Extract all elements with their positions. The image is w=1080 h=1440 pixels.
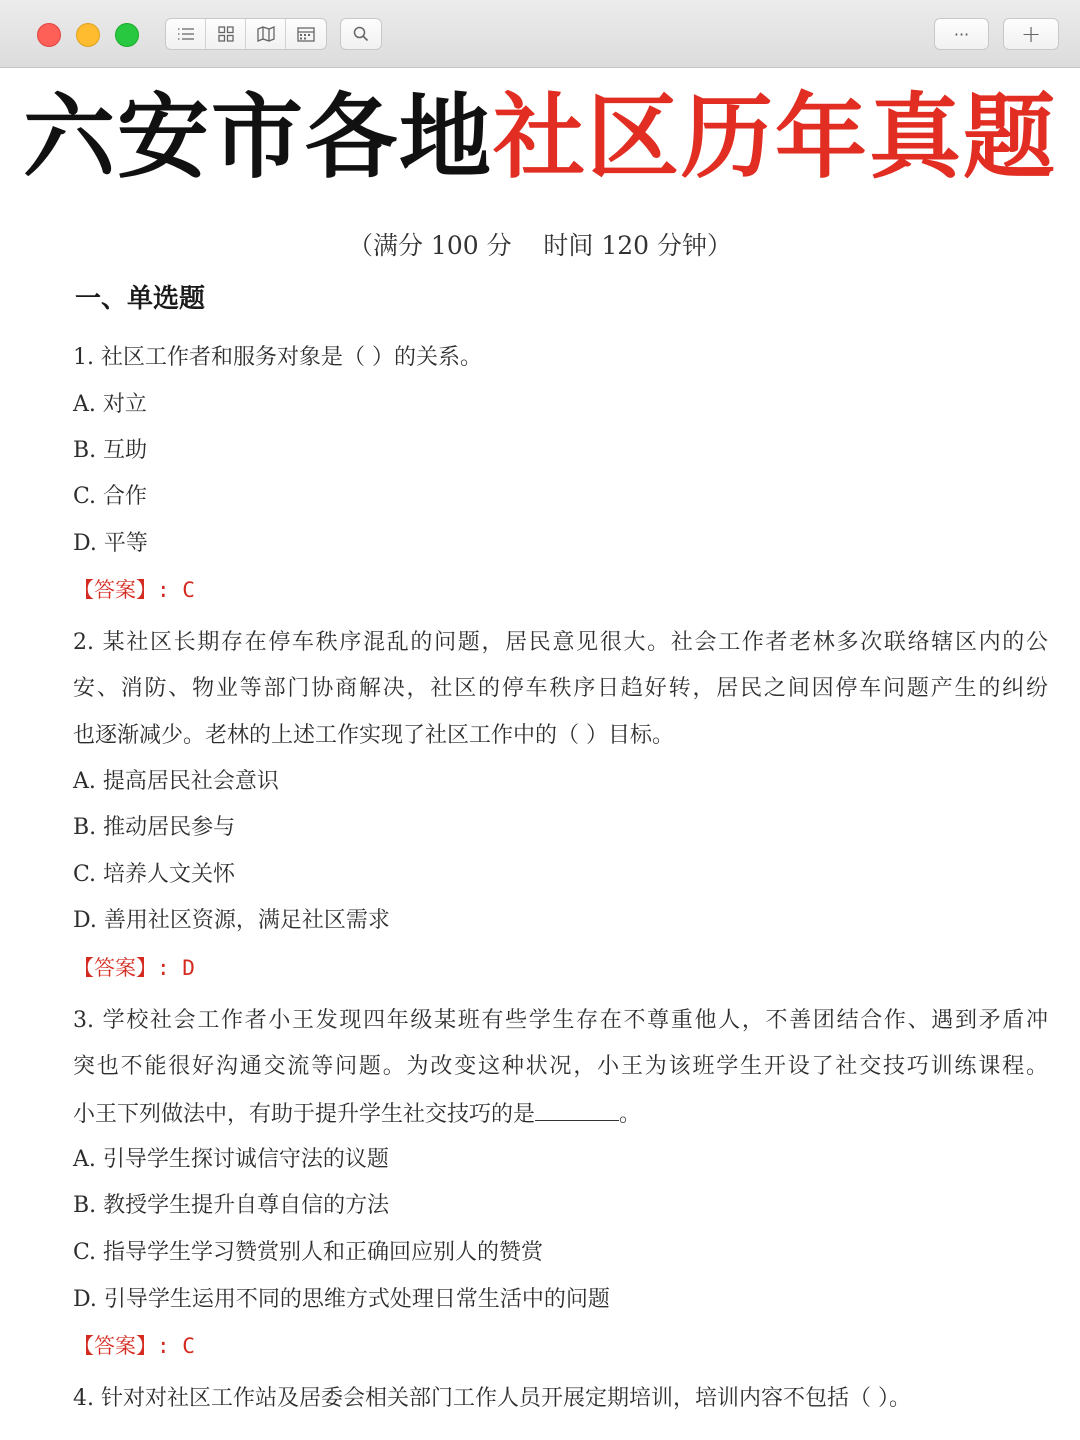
question-2-option-a: A. 提高居民社会意识 <box>73 769 279 794</box>
exam-info: （满分 100 分 时间 120 分钟） <box>347 231 732 260</box>
question-3-answer: 【答案】: C <box>73 1334 195 1358</box>
grid-icon <box>217 25 235 43</box>
question-3-option-d: D. 引导学生运用不同的思维方式处理日常生活中的问题 <box>73 1287 610 1312</box>
window-titlebar <box>0 0 1080 68</box>
document-title-black: 六安市各地 <box>22 84 493 191</box>
minimize-window-button[interactable] <box>76 23 100 47</box>
document-title-red: 社区历年真题 <box>493 84 1058 191</box>
close-window-button[interactable] <box>37 23 61 47</box>
question-3-stem-line-2: 突也不能很好沟通交流等问题。为改变这种状况，小王为该班学生开设了社交技巧训练课程。 <box>73 1054 1048 1079</box>
section-title: 一、单选题 <box>75 284 206 314</box>
question-3-stem-line-3 <box>73 1098 1048 1131</box>
question-2-stem-line-3: 也逐渐减少。老林的上述工作实现了社区工作中的（ ）目标。 <box>73 723 674 748</box>
question-3-stem-line-1: 3. 学校社会工作者小王发现四年级某班有些学生存在不尊重他人，不善团结合作、遇到矛盾冲 <box>73 1008 1048 1033</box>
question-1-answer: 【答案】: C <box>73 578 195 602</box>
question-2-answer: 【答案】: D <box>73 956 195 980</box>
question-1-option-c: C. 合作 <box>73 484 148 509</box>
grid-view-button[interactable] <box>206 19 246 49</box>
document-title <box>0 78 1080 198</box>
map-view-button[interactable] <box>246 19 286 49</box>
question-2-option-c: C. 培养人文关怀 <box>73 862 236 887</box>
search-control <box>340 18 382 50</box>
calendar-view-button[interactable] <box>286 19 326 49</box>
question-3-option-a: A. 引导学生探讨诚信守法的议题 <box>73 1147 389 1172</box>
question-2-option-b: B. 推动居民参与 <box>73 815 236 840</box>
question-2-stem-line-1: 2. 某社区长期存在停车秩序混乱的问题，居民意见很大。社会工作者老林多次联络辖区内的公 <box>73 630 1048 655</box>
view-mode-segmented-control <box>165 18 327 50</box>
question-3-stem-end: 。 <box>619 1102 642 1127</box>
question-4-stem: 4. 针对对社区工作站及居委会相关部门工作人员开展定期培训，培训内容不包括（ ）。 <box>73 1386 911 1411</box>
list-icon <box>176 26 196 42</box>
more-icon: ··· <box>953 24 970 44</box>
calendar-icon <box>296 25 316 43</box>
question-3-stem-text: 小王下列做法中，有助于提升学生社交技巧的是 <box>73 1102 536 1127</box>
question-1-stem: 1. 社区工作者和服务对象是（ ）的关系。 <box>73 345 482 370</box>
question-2-stem-line-2: 安、消防、物业等部门协商解决，社区的停车秩序日趋好转，居民之间因停车问题产生的纠纷 <box>73 676 1048 701</box>
question-1-option-d: D. 平等 <box>73 531 148 556</box>
search-icon <box>352 25 370 43</box>
question-2-option-d: D. 善用社区资源，满足社区需求 <box>73 908 390 933</box>
question-3-option-c: C. 指导学生学习赞赏别人和正确回应别人的赞赏 <box>73 1240 544 1265</box>
list-view-button[interactable] <box>166 19 206 49</box>
question-3-option-b: B. 教授学生提升自尊自信的方法 <box>73 1193 390 1218</box>
search-button[interactable] <box>341 19 381 49</box>
add-button[interactable] <box>1003 18 1059 50</box>
question-1-option-a: A. 对立 <box>73 392 147 417</box>
map-icon <box>256 25 276 43</box>
more-options-button[interactable] <box>934 18 989 50</box>
zoom-window-button[interactable] <box>115 23 139 47</box>
answer-blank <box>535 1098 619 1121</box>
plus-icon: + <box>1020 20 1042 48</box>
question-1-option-b: B. 互助 <box>73 438 148 463</box>
